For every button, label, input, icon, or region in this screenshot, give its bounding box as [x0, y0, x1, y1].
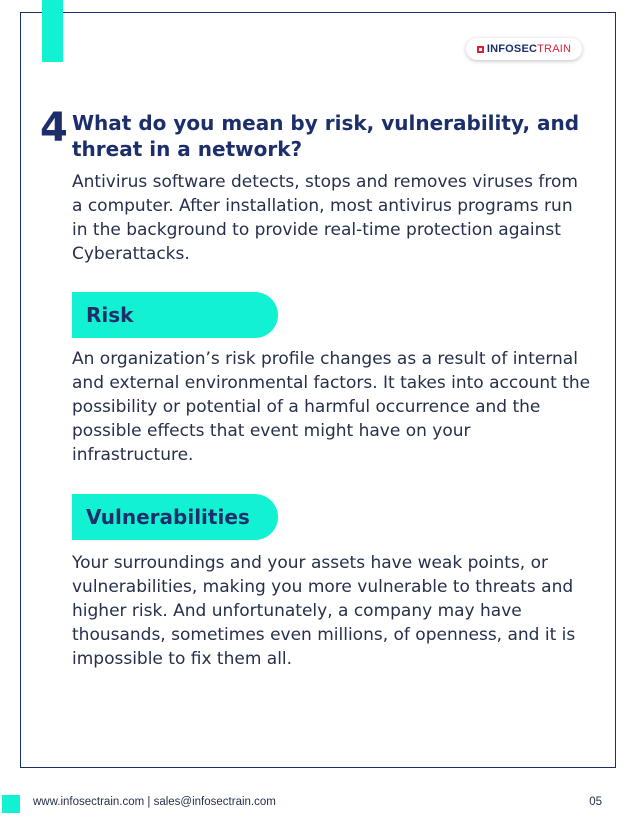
section-heading-label: Vulnerabilities — [86, 505, 250, 529]
intro-paragraph: Antivirus software detects, stops and removes viruses from a computer. After installation, most antivirus programs run in the background to provide real-time protection against Cyberattacks. — [72, 172, 578, 264]
risk-paragraph: An organization’s risk profile changes as a result of internal and external environmental factors. It takes into account the possibility or potential of a harmful occurrence and the possible effects that event might have on your infrastructure. — [72, 349, 591, 465]
footer-contact: www.infosectrain.com | sales@infosectrain.com — [33, 796, 276, 808]
footer-accent-square — [2, 795, 20, 813]
logo-text-train: TRAIN — [537, 43, 572, 55]
accent-tab — [42, 0, 63, 62]
question-title: What do you mean by risk, vulnerability, and threat in a network? — [72, 111, 580, 161]
logo-text-infosec: INFOSEC — [486, 43, 538, 55]
section-heading-vulnerabilities — [72, 494, 278, 540]
page-number: 05 — [589, 796, 602, 808]
section-heading-risk — [72, 292, 278, 338]
logo-mark-icon — [477, 46, 484, 53]
question-number: 4 — [40, 105, 68, 151]
vulnerabilities-paragraph: Your surroundings and your assets have weak points, or vulnerabilities, making you more vulnerable to threats and higher risk. And unfortunately, a company may have thousands, sometimes even millions, of openness, and it is impossible to fix them all. — [72, 553, 576, 669]
section-heading-label: Risk — [86, 303, 134, 327]
infosectrain-logo — [466, 38, 582, 60]
